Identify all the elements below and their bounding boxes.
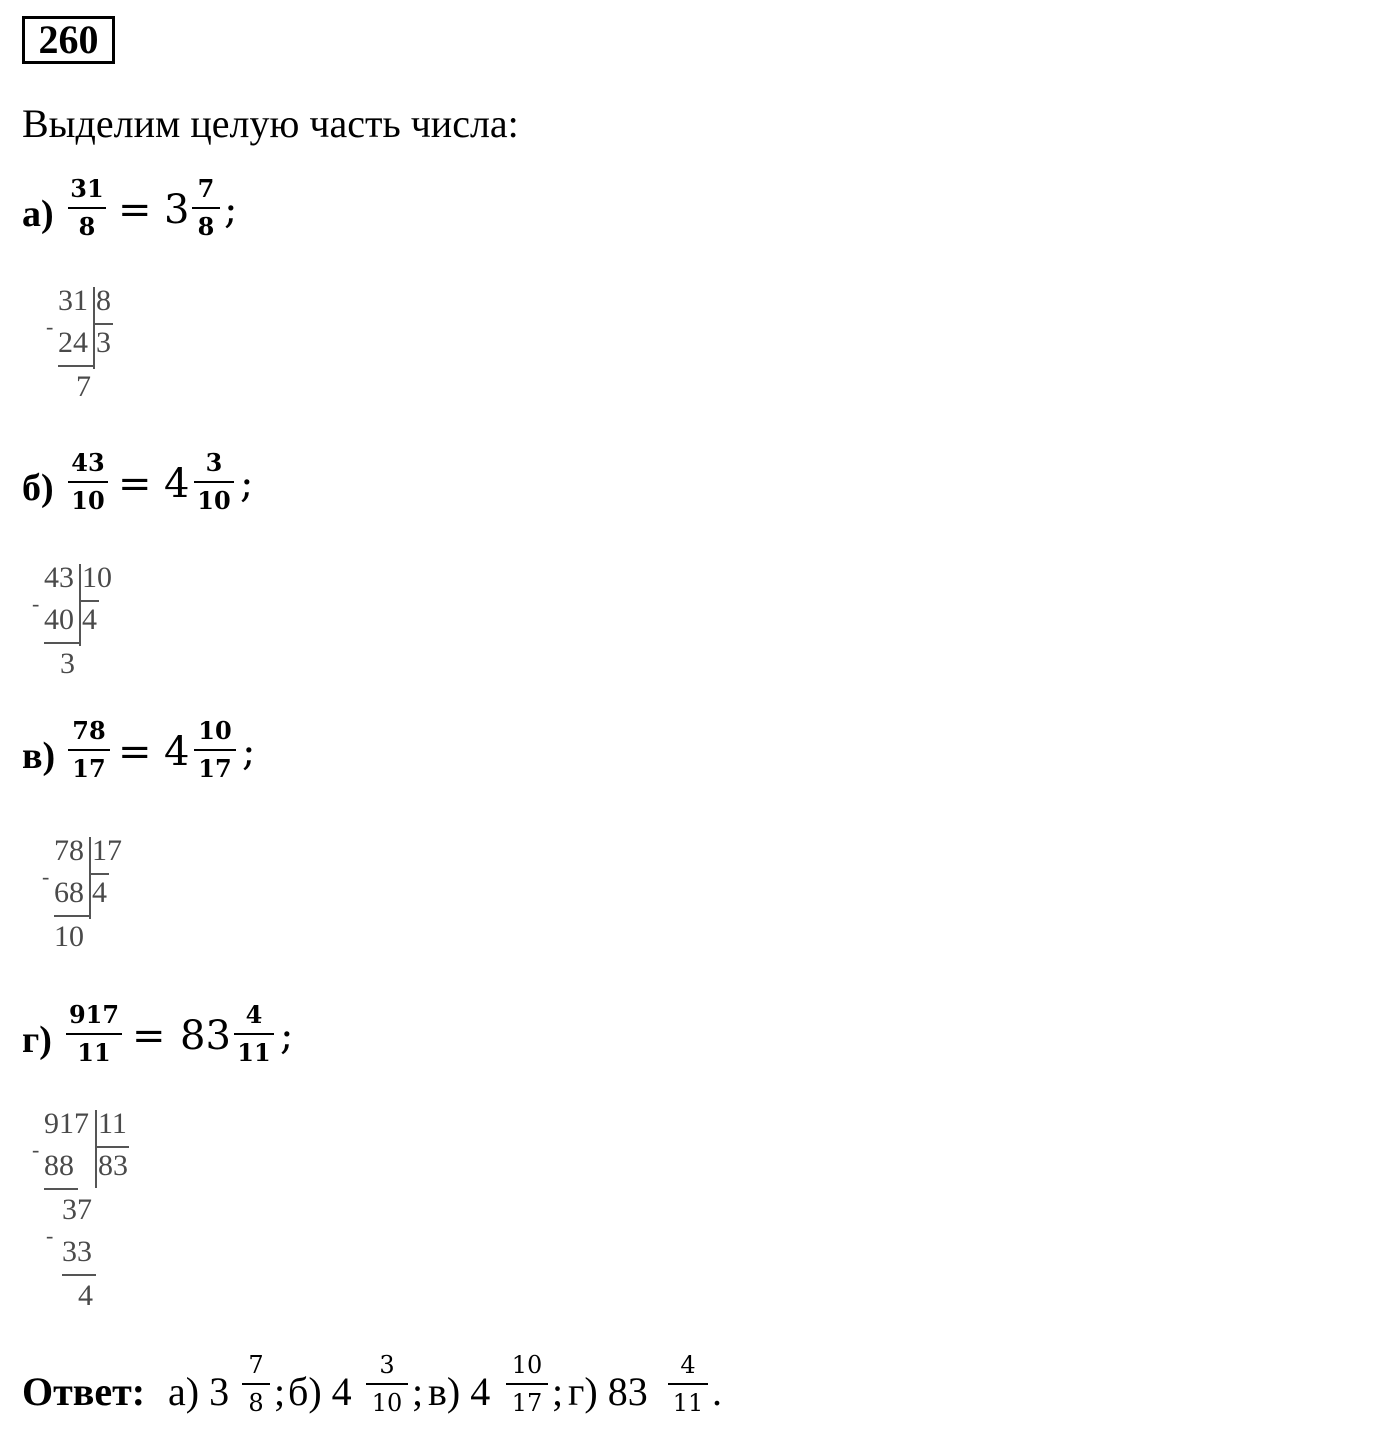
dividend: 78	[54, 834, 84, 867]
answer-prefix: в) 4	[428, 1369, 491, 1414]
numerator: 917	[68, 1000, 120, 1029]
equals-sign: =	[118, 729, 152, 775]
denominator: 10	[71, 486, 105, 515]
minus-sign: -	[46, 314, 54, 339]
minus-sign: -	[32, 591, 40, 616]
whole-part: 83	[180, 1013, 231, 1059]
numerator: 3	[379, 1351, 395, 1379]
fraction-proper	[234, 1000, 274, 1068]
long-division-d	[30, 1108, 170, 1313]
numerator: 7	[197, 174, 215, 203]
item-label: в)	[22, 735, 56, 777]
quotient: 83	[98, 1149, 128, 1182]
answer-prefix: г) 83	[568, 1369, 648, 1414]
dividend: 31	[58, 284, 88, 317]
remainder: 4	[78, 1279, 93, 1312]
answer-fraction	[242, 1350, 270, 1418]
subtrahend-2: 33	[62, 1235, 92, 1268]
denominator: 10	[371, 1389, 403, 1417]
intermediate-dividend: 37	[62, 1193, 92, 1226]
equation-d	[22, 994, 422, 1086]
answer-line	[22, 1350, 1022, 1432]
quotient: 3	[96, 326, 111, 359]
answer-prefix: б) 4	[288, 1369, 352, 1414]
task-number: 260	[22, 16, 115, 64]
minus-sign: -	[46, 1223, 54, 1248]
equation-b	[22, 442, 422, 534]
dividend: 917	[44, 1107, 89, 1140]
subtrahend: 24	[58, 326, 88, 359]
long-division-c	[30, 835, 160, 960]
quotient: 4	[82, 603, 97, 636]
equals-sign: =	[118, 461, 152, 507]
answer-fraction	[366, 1350, 408, 1418]
fraction-proper	[192, 174, 220, 242]
whole-part: 3	[164, 187, 190, 233]
semicolon: ;	[242, 729, 256, 775]
minus-sign: -	[42, 864, 50, 889]
equation-c	[22, 710, 422, 802]
fraction-improper	[68, 448, 108, 516]
numerator: 3	[205, 448, 223, 477]
answer-fraction	[506, 1350, 548, 1418]
equation-a	[22, 168, 422, 260]
denominator: 8	[248, 1389, 264, 1417]
semicolon: ;	[240, 461, 254, 507]
denominator: 17	[511, 1389, 543, 1417]
numerator: 78	[72, 716, 106, 745]
numerator: 7	[248, 1351, 264, 1379]
divisor: 8	[96, 284, 111, 317]
subtrahend: 68	[54, 876, 84, 909]
answer-separator: ;	[552, 1369, 564, 1414]
divisor: 10	[82, 561, 112, 594]
answer-prefix: а) 3	[168, 1369, 230, 1414]
divisor: 11	[98, 1107, 127, 1140]
dividend: 43	[44, 561, 74, 594]
numerator: 43	[71, 448, 105, 477]
whole-part: 4	[164, 729, 190, 775]
answer-fraction	[668, 1350, 708, 1418]
fraction-improper	[68, 716, 110, 784]
remainder: 3	[60, 647, 75, 680]
minus-sign: -	[32, 1137, 40, 1162]
item-label: б)	[22, 467, 54, 509]
denominator: 11	[77, 1038, 111, 1067]
denominator: 17	[198, 754, 232, 783]
numerator: 10	[198, 716, 232, 745]
fraction-improper	[68, 174, 106, 242]
subtrahend: 40	[44, 603, 74, 636]
long-division-b	[30, 562, 160, 687]
numerator: 4	[245, 1000, 263, 1029]
whole-part: 4	[164, 461, 190, 507]
numerator: 10	[511, 1351, 543, 1379]
long-division-a	[30, 285, 150, 410]
denominator: 8	[78, 212, 96, 241]
answer-separator: ;	[412, 1369, 424, 1414]
fraction-proper	[194, 448, 234, 516]
denominator: 10	[197, 486, 231, 515]
denominator: 17	[72, 754, 106, 783]
intro-text: Выделим целую часть числа:	[22, 101, 519, 146]
subtrahend: 88	[44, 1149, 74, 1182]
answer-separator: .	[712, 1369, 722, 1414]
equals-sign: =	[118, 187, 152, 233]
equals-sign: =	[132, 1013, 166, 1059]
denominator: 11	[237, 1038, 271, 1067]
answer-separator: ;	[274, 1369, 286, 1414]
denominator: 8	[197, 212, 215, 241]
quotient: 4	[92, 876, 107, 909]
semicolon: ;	[224, 187, 238, 233]
item-label: г)	[22, 1019, 52, 1061]
item-label: а)	[22, 193, 54, 235]
fraction-proper	[194, 716, 236, 784]
divisor: 17	[92, 834, 122, 867]
answer-label: Ответ:	[22, 1369, 146, 1414]
semicolon: ;	[280, 1013, 294, 1059]
remainder: 7	[76, 370, 91, 403]
numerator: 4	[680, 1351, 696, 1379]
numerator: 31	[70, 174, 104, 203]
fraction-improper	[66, 1000, 122, 1068]
denominator: 11	[672, 1389, 704, 1417]
remainder: 10	[54, 920, 84, 953]
